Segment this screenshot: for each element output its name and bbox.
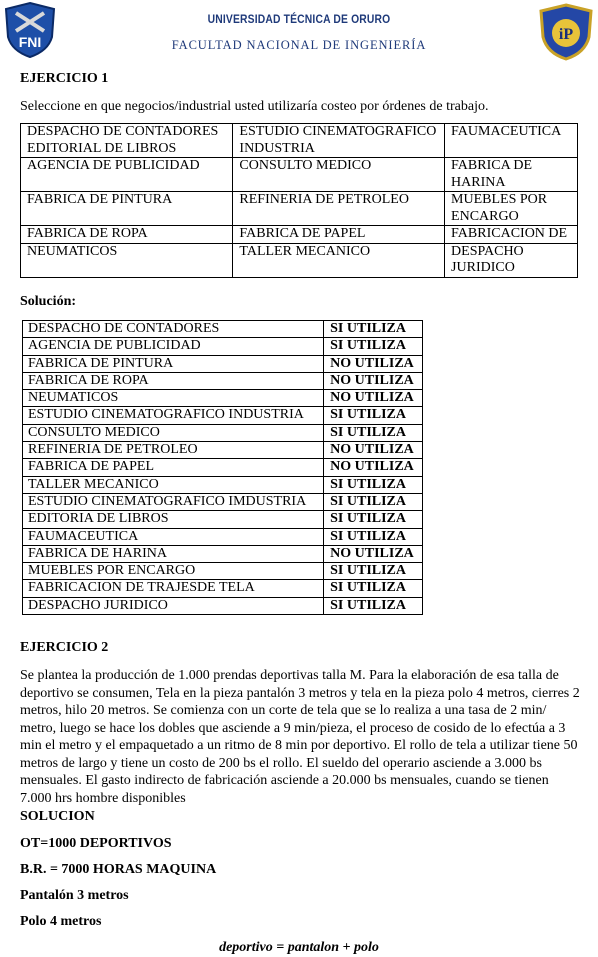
ot-line: OT=1000 DEPORTIVOS <box>20 836 172 851</box>
business-name-cell: FAUMACEUTICA <box>23 528 324 545</box>
table-row <box>23 372 423 389</box>
usage-cell: NO UTILIZA <box>324 372 423 389</box>
business-name-cell: REFINERIA DE PETROLEO <box>23 442 324 459</box>
table-row <box>23 597 423 614</box>
usage-cell: SI UTILIZA <box>324 528 423 545</box>
pantalon-line: Pantalón 3 metros <box>20 888 129 903</box>
table-cell: MUEBLES POR ENCARGO <box>445 192 578 226</box>
table-cell: FABRICA DE ROPA <box>21 226 233 244</box>
business-name-cell: TALLER MECANICO <box>23 476 324 493</box>
table-cell: NEUMATICOS <box>21 243 233 277</box>
business-name-cell: FABRICA DE PINTURA <box>23 355 324 372</box>
table-cell: REFINERIA DE PETROLEO <box>233 192 445 226</box>
business-name-cell: FABRICA DE PAPEL <box>23 459 324 476</box>
table-cell: FAUMACEUTICA <box>445 124 578 158</box>
business-name-cell: FABRICA DE ROPA <box>23 372 324 389</box>
table-row <box>23 355 423 372</box>
table-row <box>21 158 578 192</box>
table-row <box>23 424 423 441</box>
exercise-2-title: EJERCICIO 2 <box>20 640 109 655</box>
usage-cell: SI UTILIZA <box>324 493 423 510</box>
university-name: UNIVERSIDAD TÉCNICA DE ORURO <box>207 12 391 26</box>
usage-cell: SI UTILIZA <box>324 476 423 493</box>
exercise-1-title: EJERCICIO 1 <box>20 71 109 86</box>
table-row <box>23 563 423 580</box>
usage-cell: SI UTILIZA <box>324 321 423 338</box>
solucion-heading: SOLUCION <box>20 809 95 824</box>
table-cell: TALLER MECANICO <box>233 243 445 277</box>
table-row <box>23 459 423 476</box>
exercise-1-prompt: Seleccione en que negocios/industrial usted utilizaría costeo por órdenes de trabajo. <box>20 99 489 114</box>
table-row <box>23 390 423 407</box>
business-name-cell: EDITORIA DE LIBROS <box>23 511 324 528</box>
business-name-cell: CONSULTO MEDICO <box>23 424 324 441</box>
table-row <box>23 528 423 545</box>
table-row <box>21 243 578 277</box>
table-cell: DESPACHO DE CONTADORES EDITORIAL DE LIBROS <box>21 124 233 158</box>
solution-label: Solución: <box>20 294 77 309</box>
table-row <box>23 407 423 424</box>
formula: deportivo = pantalon + polo <box>219 940 379 955</box>
table-cell: CONSULTO MEDICO <box>233 158 445 192</box>
business-name-cell: MUEBLES POR ENCARGO <box>23 563 324 580</box>
fni-logo-text: FNI <box>18 34 42 50</box>
business-name-cell: DESPACHO DE CONTADORES <box>23 321 324 338</box>
table-row <box>23 545 423 562</box>
business-name-cell: FABRICACION DE TRAJESDE TELA <box>23 580 324 597</box>
business-name-cell: ESTUDIO CINEMATOGRAFICO IMDUSTRIA <box>23 493 324 510</box>
usage-cell: SI UTILIZA <box>324 338 423 355</box>
usage-cell: SI UTILIZA <box>324 597 423 614</box>
usage-cell: SI UTILIZA <box>324 563 423 580</box>
table-cell: FABRICA DE PINTURA <box>21 192 233 226</box>
page-header <box>0 0 598 62</box>
table-row <box>21 192 578 226</box>
business-name-cell: NEUMATICOS <box>23 390 324 407</box>
table-cell: FABRICA DE HARINA <box>445 158 578 192</box>
business-name-cell: AGENCIA DE PUBLICIDAD <box>23 338 324 355</box>
ip-logo-icon <box>537 3 595 61</box>
usage-cell: SI UTILIZA <box>324 580 423 597</box>
table-row <box>21 226 578 244</box>
table-row <box>23 442 423 459</box>
table-row <box>23 580 423 597</box>
faculty-name: FACULTAD NACIONAL DE INGENIERÍA <box>171 38 427 52</box>
usage-cell: NO UTILIZA <box>324 390 423 407</box>
usage-cell: NO UTILIZA <box>324 545 423 562</box>
business-options-table <box>20 123 578 278</box>
table-row <box>23 493 423 510</box>
usage-cell: SI UTILIZA <box>324 407 423 424</box>
usage-cell: NO UTILIZA <box>324 442 423 459</box>
table-cell: AGENCIA DE PUBLICIDAD <box>21 158 233 192</box>
polo-line: Polo 4 metros <box>20 914 102 929</box>
usage-cell: SI UTILIZA <box>324 424 423 441</box>
solution-table <box>22 320 423 615</box>
br-line: B.R. = 7000 HORAS MAQUINA <box>20 862 217 877</box>
business-name-cell: DESPACHO JURIDICO <box>23 597 324 614</box>
table-row <box>23 338 423 355</box>
business-name-cell: ESTUDIO CINEMATOGRAFICO INDUSTRIA <box>23 407 324 424</box>
table-cell: DESPACHO JURIDICO <box>445 243 578 277</box>
usage-cell: SI UTILIZA <box>324 511 423 528</box>
table-row <box>23 511 423 528</box>
table-cell: ESTUDIO CINEMATOGRAFICO INDUSTRIA <box>233 124 445 158</box>
table-row <box>21 124 578 158</box>
table-cell: FABRICACION DE <box>445 226 578 244</box>
usage-cell: NO UTILIZA <box>324 459 423 476</box>
table-cell: FABRICA DE PAPEL <box>233 226 445 244</box>
table-row <box>23 476 423 493</box>
exercise-2-paragraph: Se plantea la producción de 1.000 prendas deportivas talla M. Para la elaboración de esa talla de deportivo se consumen, Tela en la pieza pantalón 3 metros y tela en la pieza polo 4 metros, cierres 2 metros, hilo 20 metros. Se comienza con un corte de tela que se lo realiza a una tasa de 2 min/ metro, luego se hace los dobles que asciende a 9 min/pieza, el proceso de cosido de lo efectúa a 3 min el metro y el empaquetado a un ritmo de 8 min por deportivo. El rollo de tela a utilizar tiene 50 metros de largo y tiene un costo de 200 bs el rollo. El sueldo del operario asciende a 3.000 bs mensuales. El gasto indirecto de fabricación asciende a 20.000 bs mensuales, cuando se tienen 7.000 hrs hombre disponibles <box>20 668 580 806</box>
table-row <box>23 321 423 338</box>
usage-cell: NO UTILIZA <box>324 355 423 372</box>
ip-logo-text: iP <box>558 26 574 43</box>
business-name-cell: FABRICA DE HARINA <box>23 545 324 562</box>
